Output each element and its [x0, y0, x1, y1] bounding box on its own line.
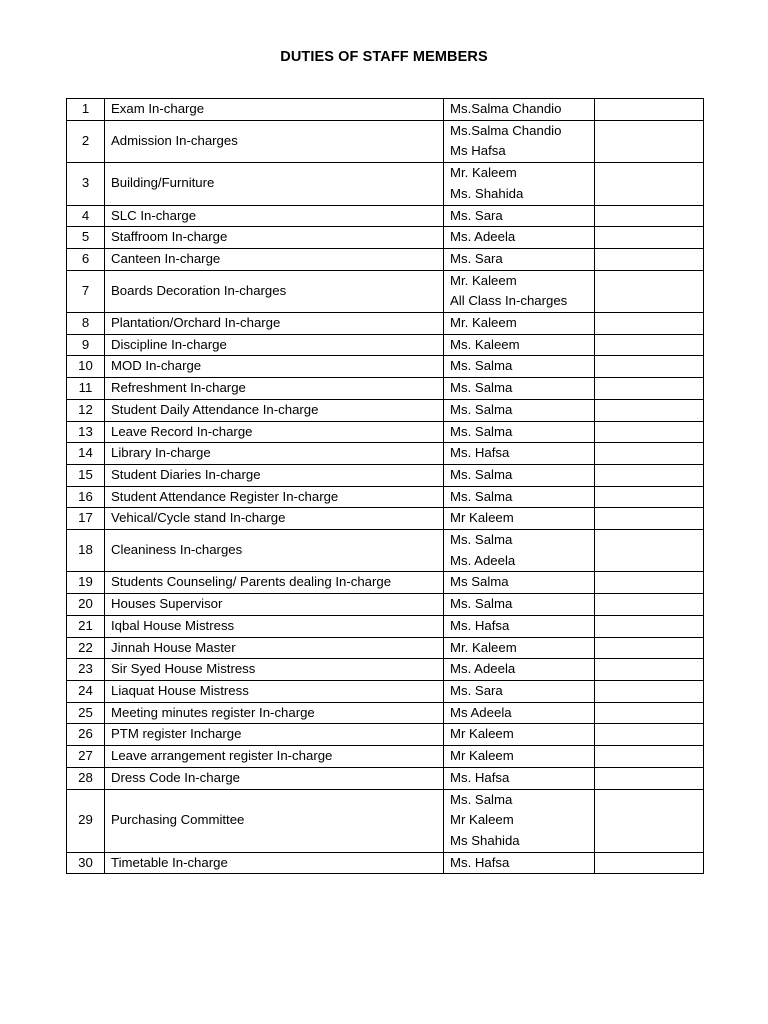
table-row: [67, 508, 704, 530]
row-number: 22: [67, 637, 105, 659]
duty-cell: Plantation/Orchard In-charge: [105, 313, 444, 335]
table-row: [67, 789, 704, 852]
staff-cell: [444, 530, 595, 572]
row-number: 21: [67, 615, 105, 637]
table-row: [67, 680, 704, 702]
row-number: 19: [67, 572, 105, 594]
table-row: [67, 615, 704, 637]
blank-cell: [595, 399, 704, 421]
table-row: [67, 724, 704, 746]
staff-name: Mr Kaleem: [450, 812, 514, 828]
staff-name: Ms. Hafsa: [450, 854, 510, 870]
duty-cell: Cleaniness In-charges: [105, 530, 444, 572]
staff-name: Ms. Hafsa: [450, 769, 510, 785]
staff-name: Ms.Salma Chandio: [450, 122, 562, 138]
row-number: 1: [67, 99, 105, 121]
staff-name: Ms. Hafsa: [450, 445, 510, 461]
duty-cell: Exam In-charge: [105, 99, 444, 121]
staff-cell: [444, 508, 595, 530]
row-number: 24: [67, 680, 105, 702]
staff-name: Ms. Adeela: [450, 229, 516, 245]
duty-cell: Library In-charge: [105, 443, 444, 465]
duty-cell: Iqbal House Mistress: [105, 615, 444, 637]
duty-cell: Purchasing Committee: [105, 789, 444, 852]
staff-cell: [444, 163, 595, 205]
duty-cell: Refreshment In-charge: [105, 378, 444, 400]
duty-cell: PTM register Incharge: [105, 724, 444, 746]
staff-cell: [444, 789, 595, 852]
row-number: 8: [67, 313, 105, 335]
staff-name: Ms Adeela: [450, 704, 512, 720]
staff-cell: [444, 767, 595, 789]
staff-name: Ms. Salma: [450, 358, 513, 374]
table-row: [67, 248, 704, 270]
table-row: [67, 702, 704, 724]
blank-cell: [595, 659, 704, 681]
document-title: DUTIES OF STAFF MEMBERS: [280, 49, 488, 65]
blank-cell: [595, 205, 704, 227]
blank-cell: [595, 99, 704, 121]
table-row: [67, 746, 704, 768]
staff-cell: [444, 270, 595, 312]
blank-cell: [595, 615, 704, 637]
table-row: [67, 334, 704, 356]
table-row: [67, 659, 704, 681]
duty-cell: MOD In-charge: [105, 356, 444, 378]
staff-name: Ms. Adeela: [450, 552, 516, 568]
table-row: [67, 530, 704, 572]
row-number: 12: [67, 399, 105, 421]
blank-cell: [595, 356, 704, 378]
blank-cell: [595, 464, 704, 486]
staff-name: Ms.Salma Chandio: [450, 101, 562, 116]
duty-cell: Timetable In-charge: [105, 852, 444, 874]
staff-name: Ms. Sara: [450, 250, 503, 266]
blank-cell: [595, 334, 704, 356]
staff-name: Ms. Salma: [450, 380, 513, 396]
duty-cell: Leave Record In-charge: [105, 421, 444, 443]
row-number: 13: [67, 421, 105, 443]
duty-cell: Boards Decoration In-charges: [105, 270, 444, 312]
blank-cell: [595, 378, 704, 400]
duty-cell: Vehical/Cycle stand In-charge: [105, 508, 444, 530]
staff-name: Ms Shahida: [450, 832, 520, 848]
duty-cell: Jinnah House Master: [105, 637, 444, 659]
row-number: 16: [67, 486, 105, 508]
table-row: [67, 594, 704, 616]
staff-name: Mr Kaleem: [450, 510, 514, 526]
staff-name: Mr. Kaleem: [450, 315, 517, 331]
blank-cell: [595, 594, 704, 616]
staff-cell: [444, 464, 595, 486]
staff-cell: [444, 120, 595, 162]
table-row: [67, 421, 704, 443]
table-row: [67, 99, 704, 121]
table-row: [67, 572, 704, 594]
staff-name: Ms. Shahida: [450, 185, 524, 201]
row-number: 10: [67, 356, 105, 378]
duty-cell: Sir Syed House Mistress: [105, 659, 444, 681]
duty-cell: Dress Code In-charge: [105, 767, 444, 789]
blank-cell: [595, 852, 704, 874]
blank-cell: [595, 724, 704, 746]
table-row: [67, 637, 704, 659]
staff-name: Mr. Kaleem: [450, 639, 517, 655]
row-number: 30: [67, 852, 105, 874]
staff-cell: [444, 356, 595, 378]
blank-cell: [595, 227, 704, 249]
row-number: 7: [67, 270, 105, 312]
row-number: 4: [67, 205, 105, 227]
row-number: 29: [67, 789, 105, 852]
blank-cell: [595, 637, 704, 659]
table-row: [67, 120, 704, 162]
row-number: 6: [67, 248, 105, 270]
staff-cell: [444, 227, 595, 249]
row-number: 26: [67, 724, 105, 746]
staff-name: Ms. Salma: [450, 423, 513, 439]
row-number: 25: [67, 702, 105, 724]
staff-name: Ms. Salma: [450, 596, 513, 612]
staff-name: Ms. Adeela: [450, 661, 516, 677]
row-number: 2: [67, 120, 105, 162]
staff-name: Ms Hafsa: [450, 143, 506, 159]
table-row: [67, 356, 704, 378]
blank-cell: [595, 120, 704, 162]
staff-cell: [444, 702, 595, 724]
table-row: [67, 443, 704, 465]
staff-cell: [444, 852, 595, 874]
row-number: 23: [67, 659, 105, 681]
blank-cell: [595, 443, 704, 465]
staff-cell: [444, 659, 595, 681]
staff-cell: [444, 746, 595, 768]
staff-cell: [444, 399, 595, 421]
staff-cell: [444, 615, 595, 637]
staff-cell: [444, 443, 595, 465]
table-row: [67, 270, 704, 312]
staff-cell: [444, 248, 595, 270]
duty-cell: Houses Supervisor: [105, 594, 444, 616]
blank-cell: [595, 680, 704, 702]
blank-cell: [595, 789, 704, 852]
staff-name: Ms. Salma: [450, 791, 513, 807]
staff-cell: [444, 680, 595, 702]
blank-cell: [595, 572, 704, 594]
blank-cell: [595, 421, 704, 443]
row-number: 17: [67, 508, 105, 530]
staff-name: Ms. Sara: [450, 682, 503, 698]
blank-cell: [595, 767, 704, 789]
staff-name: Ms. Kaleem: [450, 336, 520, 352]
row-number: 28: [67, 767, 105, 789]
duty-cell: Canteen In-charge: [105, 248, 444, 270]
staff-name: Mr Kaleem: [450, 748, 514, 764]
blank-cell: [595, 248, 704, 270]
staff-cell: [444, 421, 595, 443]
staff-cell: [444, 724, 595, 746]
table-row: [67, 767, 704, 789]
duties-table-body: [67, 99, 704, 874]
duty-cell: Admission In-charges: [105, 120, 444, 162]
duty-cell: Discipline In-charge: [105, 334, 444, 356]
row-number: 15: [67, 464, 105, 486]
table-row: [67, 852, 704, 874]
blank-cell: [595, 746, 704, 768]
staff-cell: [444, 594, 595, 616]
table-row: [67, 313, 704, 335]
row-number: 27: [67, 746, 105, 768]
blank-cell: [595, 702, 704, 724]
staff-cell: [444, 313, 595, 335]
row-number: 20: [67, 594, 105, 616]
row-number: 18: [67, 530, 105, 572]
blank-cell: [595, 163, 704, 205]
staff-name: Ms. Sara: [450, 207, 503, 223]
staff-name: Ms. Salma: [450, 401, 513, 417]
staff-cell: [444, 572, 595, 594]
table-row: [67, 227, 704, 249]
blank-cell: [595, 486, 704, 508]
table-row: [67, 205, 704, 227]
blank-cell: [595, 313, 704, 335]
staff-name: Ms. Salma: [450, 488, 513, 504]
table-row: [67, 464, 704, 486]
staff-name: All Class In-charges: [450, 293, 568, 309]
staff-name: Mr. Kaleem: [450, 272, 517, 288]
staff-name: Mr. Kaleem: [450, 165, 517, 181]
duty-cell: Meeting minutes register In-charge: [105, 702, 444, 724]
row-number: 9: [67, 334, 105, 356]
duties-table: [66, 98, 704, 874]
blank-cell: [595, 270, 704, 312]
staff-cell: [444, 334, 595, 356]
staff-cell: [444, 486, 595, 508]
staff-name: Ms. Salma: [450, 532, 513, 548]
duty-cell: Liaquat House Mistress: [105, 680, 444, 702]
duty-cell: Leave arrangement register In-charge: [105, 746, 444, 768]
duty-cell: Building/Furniture: [105, 163, 444, 205]
blank-cell: [595, 508, 704, 530]
staff-name: Ms. Salma: [450, 466, 513, 482]
staff-cell: [444, 99, 595, 121]
blank-cell: [595, 530, 704, 572]
duty-cell: Students Counseling/ Parents dealing In-charge: [105, 572, 444, 594]
row-number: 5: [67, 227, 105, 249]
table-row: [67, 163, 704, 205]
table-row: [67, 486, 704, 508]
table-row: [67, 399, 704, 421]
duty-cell: Student Attendance Register In-charge: [105, 486, 444, 508]
row-number: 3: [67, 163, 105, 205]
table-row: [67, 378, 704, 400]
duty-cell: SLC In-charge: [105, 205, 444, 227]
staff-name: Ms Salma: [450, 574, 509, 590]
staff-name: Mr Kaleem: [450, 726, 514, 742]
row-number: 11: [67, 378, 105, 400]
row-number: 14: [67, 443, 105, 465]
duty-cell: Student Daily Attendance In-charge: [105, 399, 444, 421]
duty-cell: Staffroom In-charge: [105, 227, 444, 249]
staff-cell: [444, 205, 595, 227]
staff-name: Ms. Hafsa: [450, 617, 510, 633]
staff-cell: [444, 378, 595, 400]
duty-cell: Student Diaries In-charge: [105, 464, 444, 486]
staff-cell: [444, 637, 595, 659]
